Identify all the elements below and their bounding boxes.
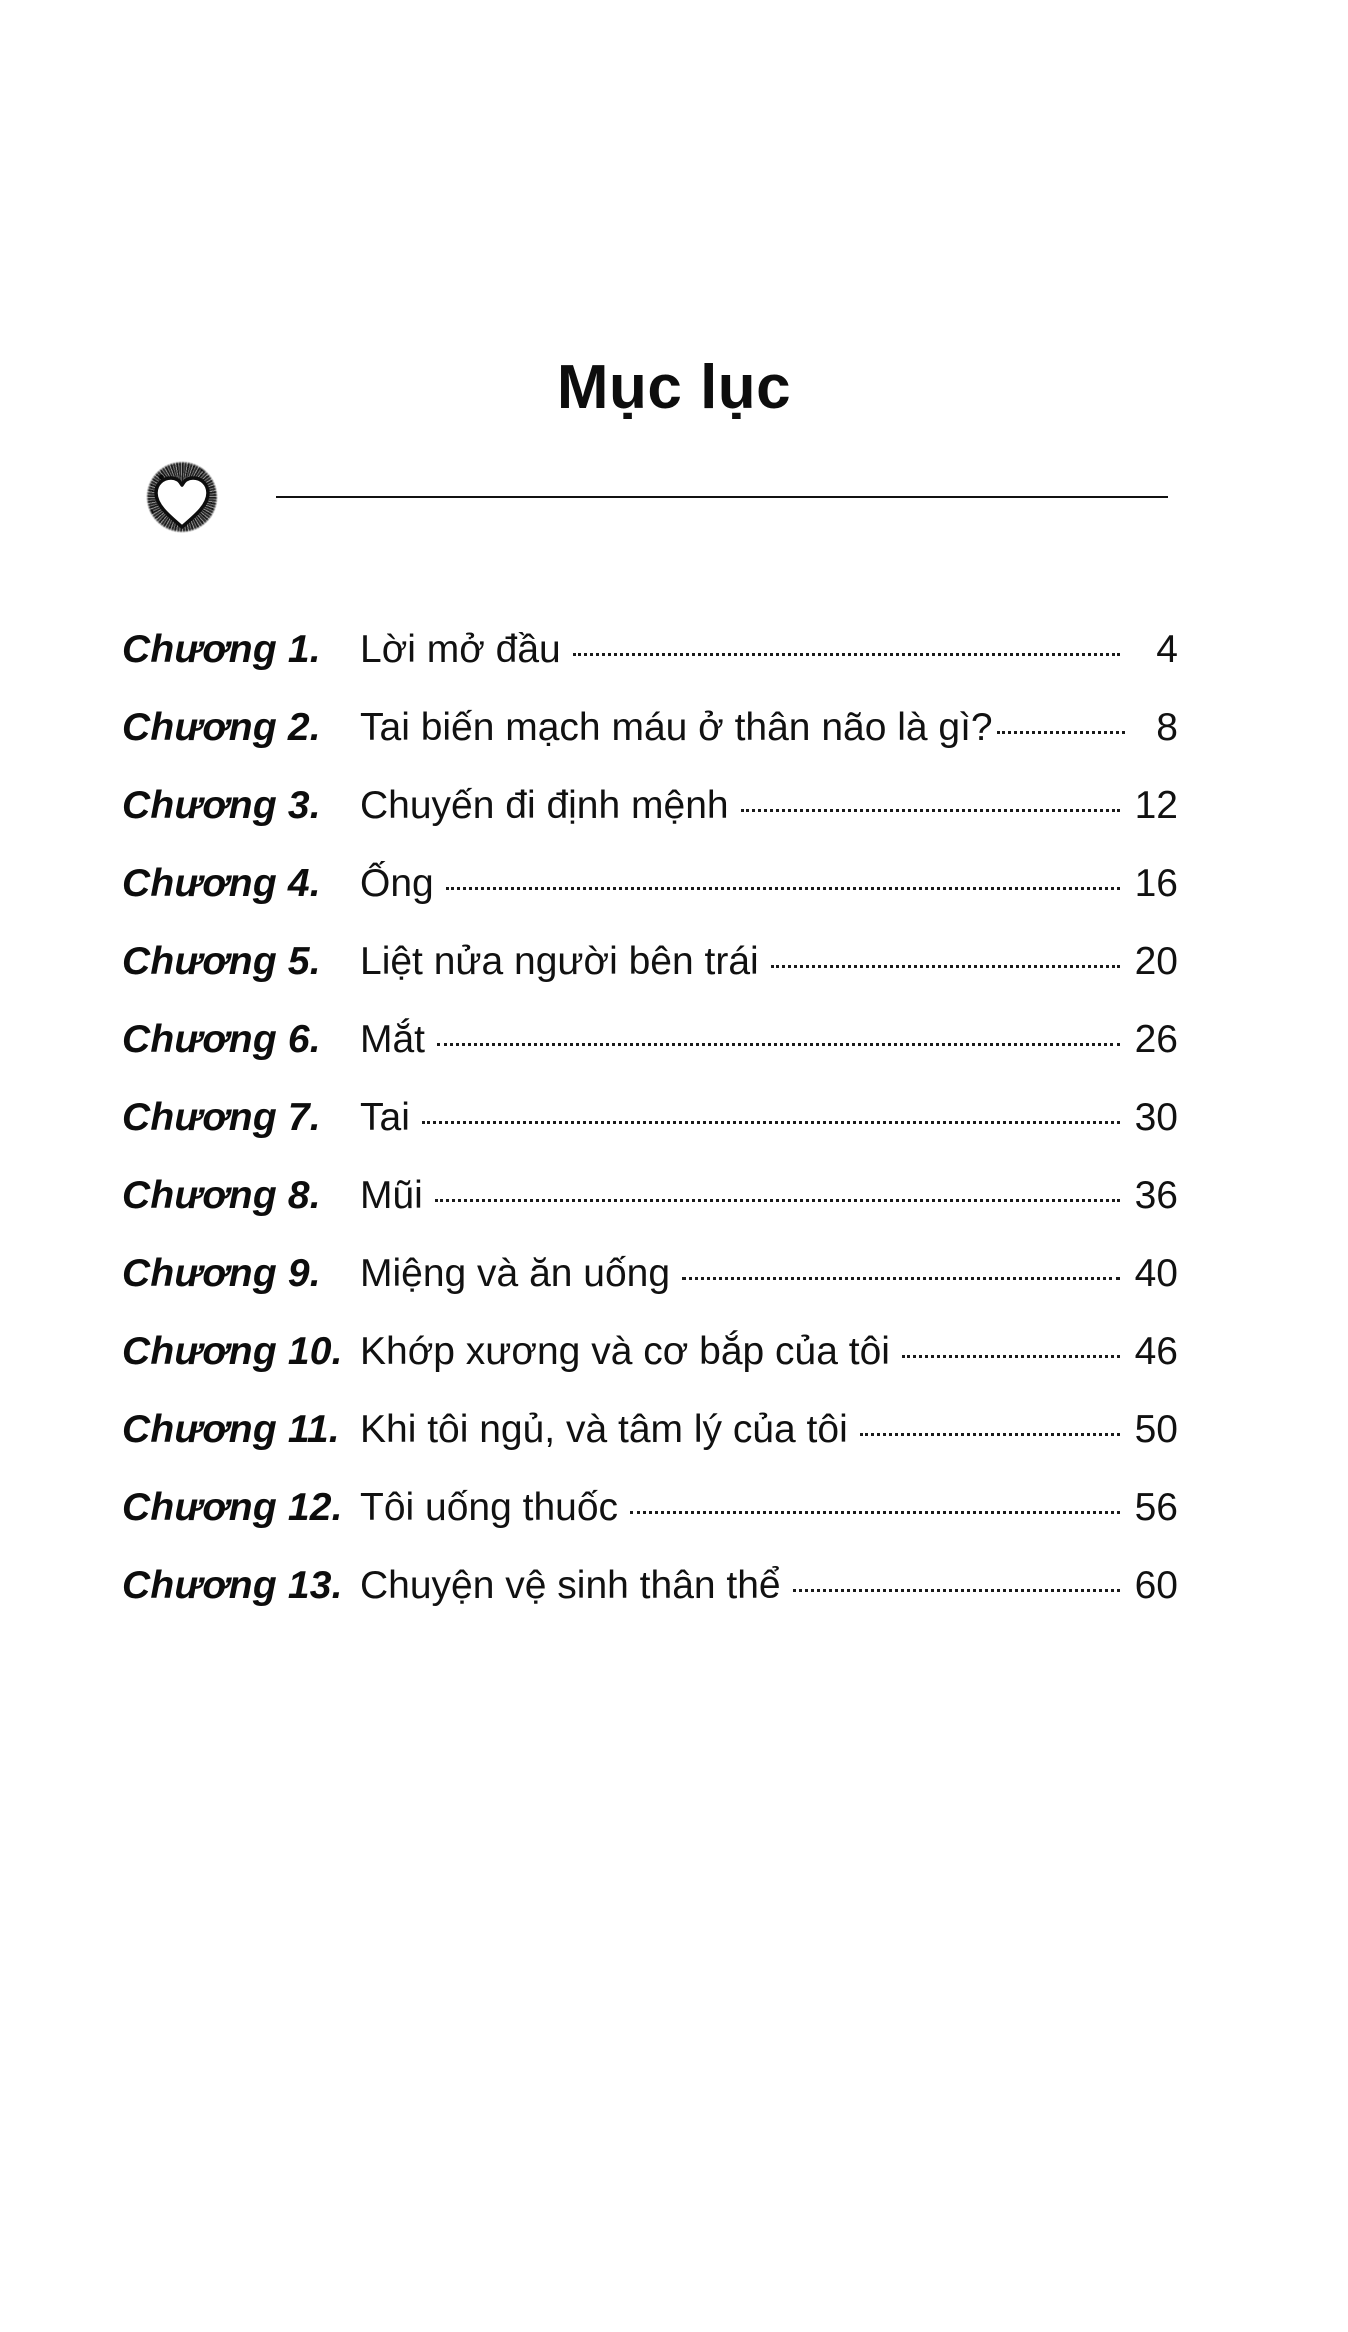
chapter-title: Lời mở đầu (360, 628, 561, 671)
dot-leader (771, 965, 1120, 968)
chapter-label: Chương 10. (122, 1330, 343, 1373)
chapter-label: Chương 12. (122, 1486, 343, 1529)
dot-leader (437, 1043, 1120, 1046)
list-item[interactable] (122, 940, 1178, 1018)
dot-leader (630, 1511, 1120, 1514)
list-item[interactable] (122, 706, 1178, 784)
list-item[interactable] (122, 1018, 1178, 1096)
page-title: Mục lục (556, 353, 792, 422)
dot-leader (902, 1355, 1120, 1358)
page-number: 50 (1134, 1408, 1178, 1451)
page-number: 16 (1134, 862, 1178, 905)
page-number: 12 (1134, 784, 1178, 827)
list-item[interactable] (122, 1096, 1178, 1174)
chapter-label: Chương 1. (122, 628, 321, 671)
title-ornament (128, 440, 1168, 550)
page-number: 8 (1156, 706, 1178, 749)
page-number: 26 (1134, 1018, 1178, 1061)
chapter-label: Chương 11. (122, 1408, 340, 1451)
page-number: 46 (1134, 1330, 1178, 1373)
chapter-title: Miệng và ăn uống (360, 1252, 671, 1295)
chapter-label: Chương 5. (122, 940, 321, 983)
list-item[interactable] (122, 1252, 1178, 1330)
horizontal-rule (276, 496, 1168, 498)
chapter-label: Chương 13. (122, 1564, 343, 1607)
dot-leader (573, 653, 1120, 656)
chapter-title: Khi tôi ngủ, và tâm lý của tôi (360, 1408, 848, 1451)
chapter-label: Chương 7. (122, 1096, 321, 1139)
page-number: 56 (1134, 1486, 1178, 1529)
chapter-title: Tai (360, 1096, 410, 1139)
chapter-title: Mũi (360, 1174, 423, 1217)
list-item[interactable] (122, 628, 1178, 706)
chapter-title: Khớp xương và cơ bắp của tôi (360, 1330, 890, 1373)
chapter-label: Chương 9. (122, 1252, 321, 1295)
page-number: 40 (1134, 1252, 1178, 1295)
list-item[interactable] (122, 1564, 1178, 1642)
chapter-label: Chương 2. (122, 706, 321, 749)
chapter-title: Chuyện vệ sinh thân thể (360, 1564, 781, 1607)
dot-leader (741, 809, 1120, 812)
page-number: 4 (1156, 628, 1178, 671)
dot-leader (997, 731, 1125, 734)
list-item[interactable] (122, 1486, 1178, 1564)
heart-icon (128, 445, 240, 551)
list-item[interactable] (122, 784, 1178, 862)
dot-leader (435, 1199, 1120, 1202)
dot-leader (860, 1433, 1120, 1436)
chapter-title: Tai biến mạch máu ở thân não là gì? (360, 706, 993, 749)
chapter-label: Chương 8. (122, 1174, 321, 1217)
chapter-label: Chương 4. (122, 862, 321, 905)
page-number: 60 (1134, 1564, 1178, 1607)
page-number: 30 (1134, 1096, 1178, 1139)
dot-leader (446, 887, 1120, 890)
dot-leader (793, 1589, 1120, 1592)
list-item[interactable] (122, 862, 1178, 940)
list-item[interactable] (122, 1408, 1178, 1486)
table-of-contents (122, 628, 1178, 1642)
chapter-title: Chuyến đi định mệnh (360, 784, 729, 827)
list-item[interactable] (122, 1330, 1178, 1408)
chapter-label: Chương 3. (122, 784, 321, 827)
list-item[interactable] (122, 1174, 1178, 1252)
chapter-title: Liệt nửa người bên trái (360, 940, 759, 983)
dot-leader (682, 1277, 1120, 1280)
dot-leader (422, 1121, 1120, 1124)
chapter-label: Chương 6. (122, 1018, 321, 1061)
chapter-title: Ống (360, 862, 434, 905)
page-number: 20 (1134, 940, 1178, 983)
page-number: 36 (1134, 1174, 1178, 1217)
chapter-title: Mắt (360, 1018, 426, 1061)
chapter-title: Tôi uống thuốc (360, 1486, 619, 1529)
